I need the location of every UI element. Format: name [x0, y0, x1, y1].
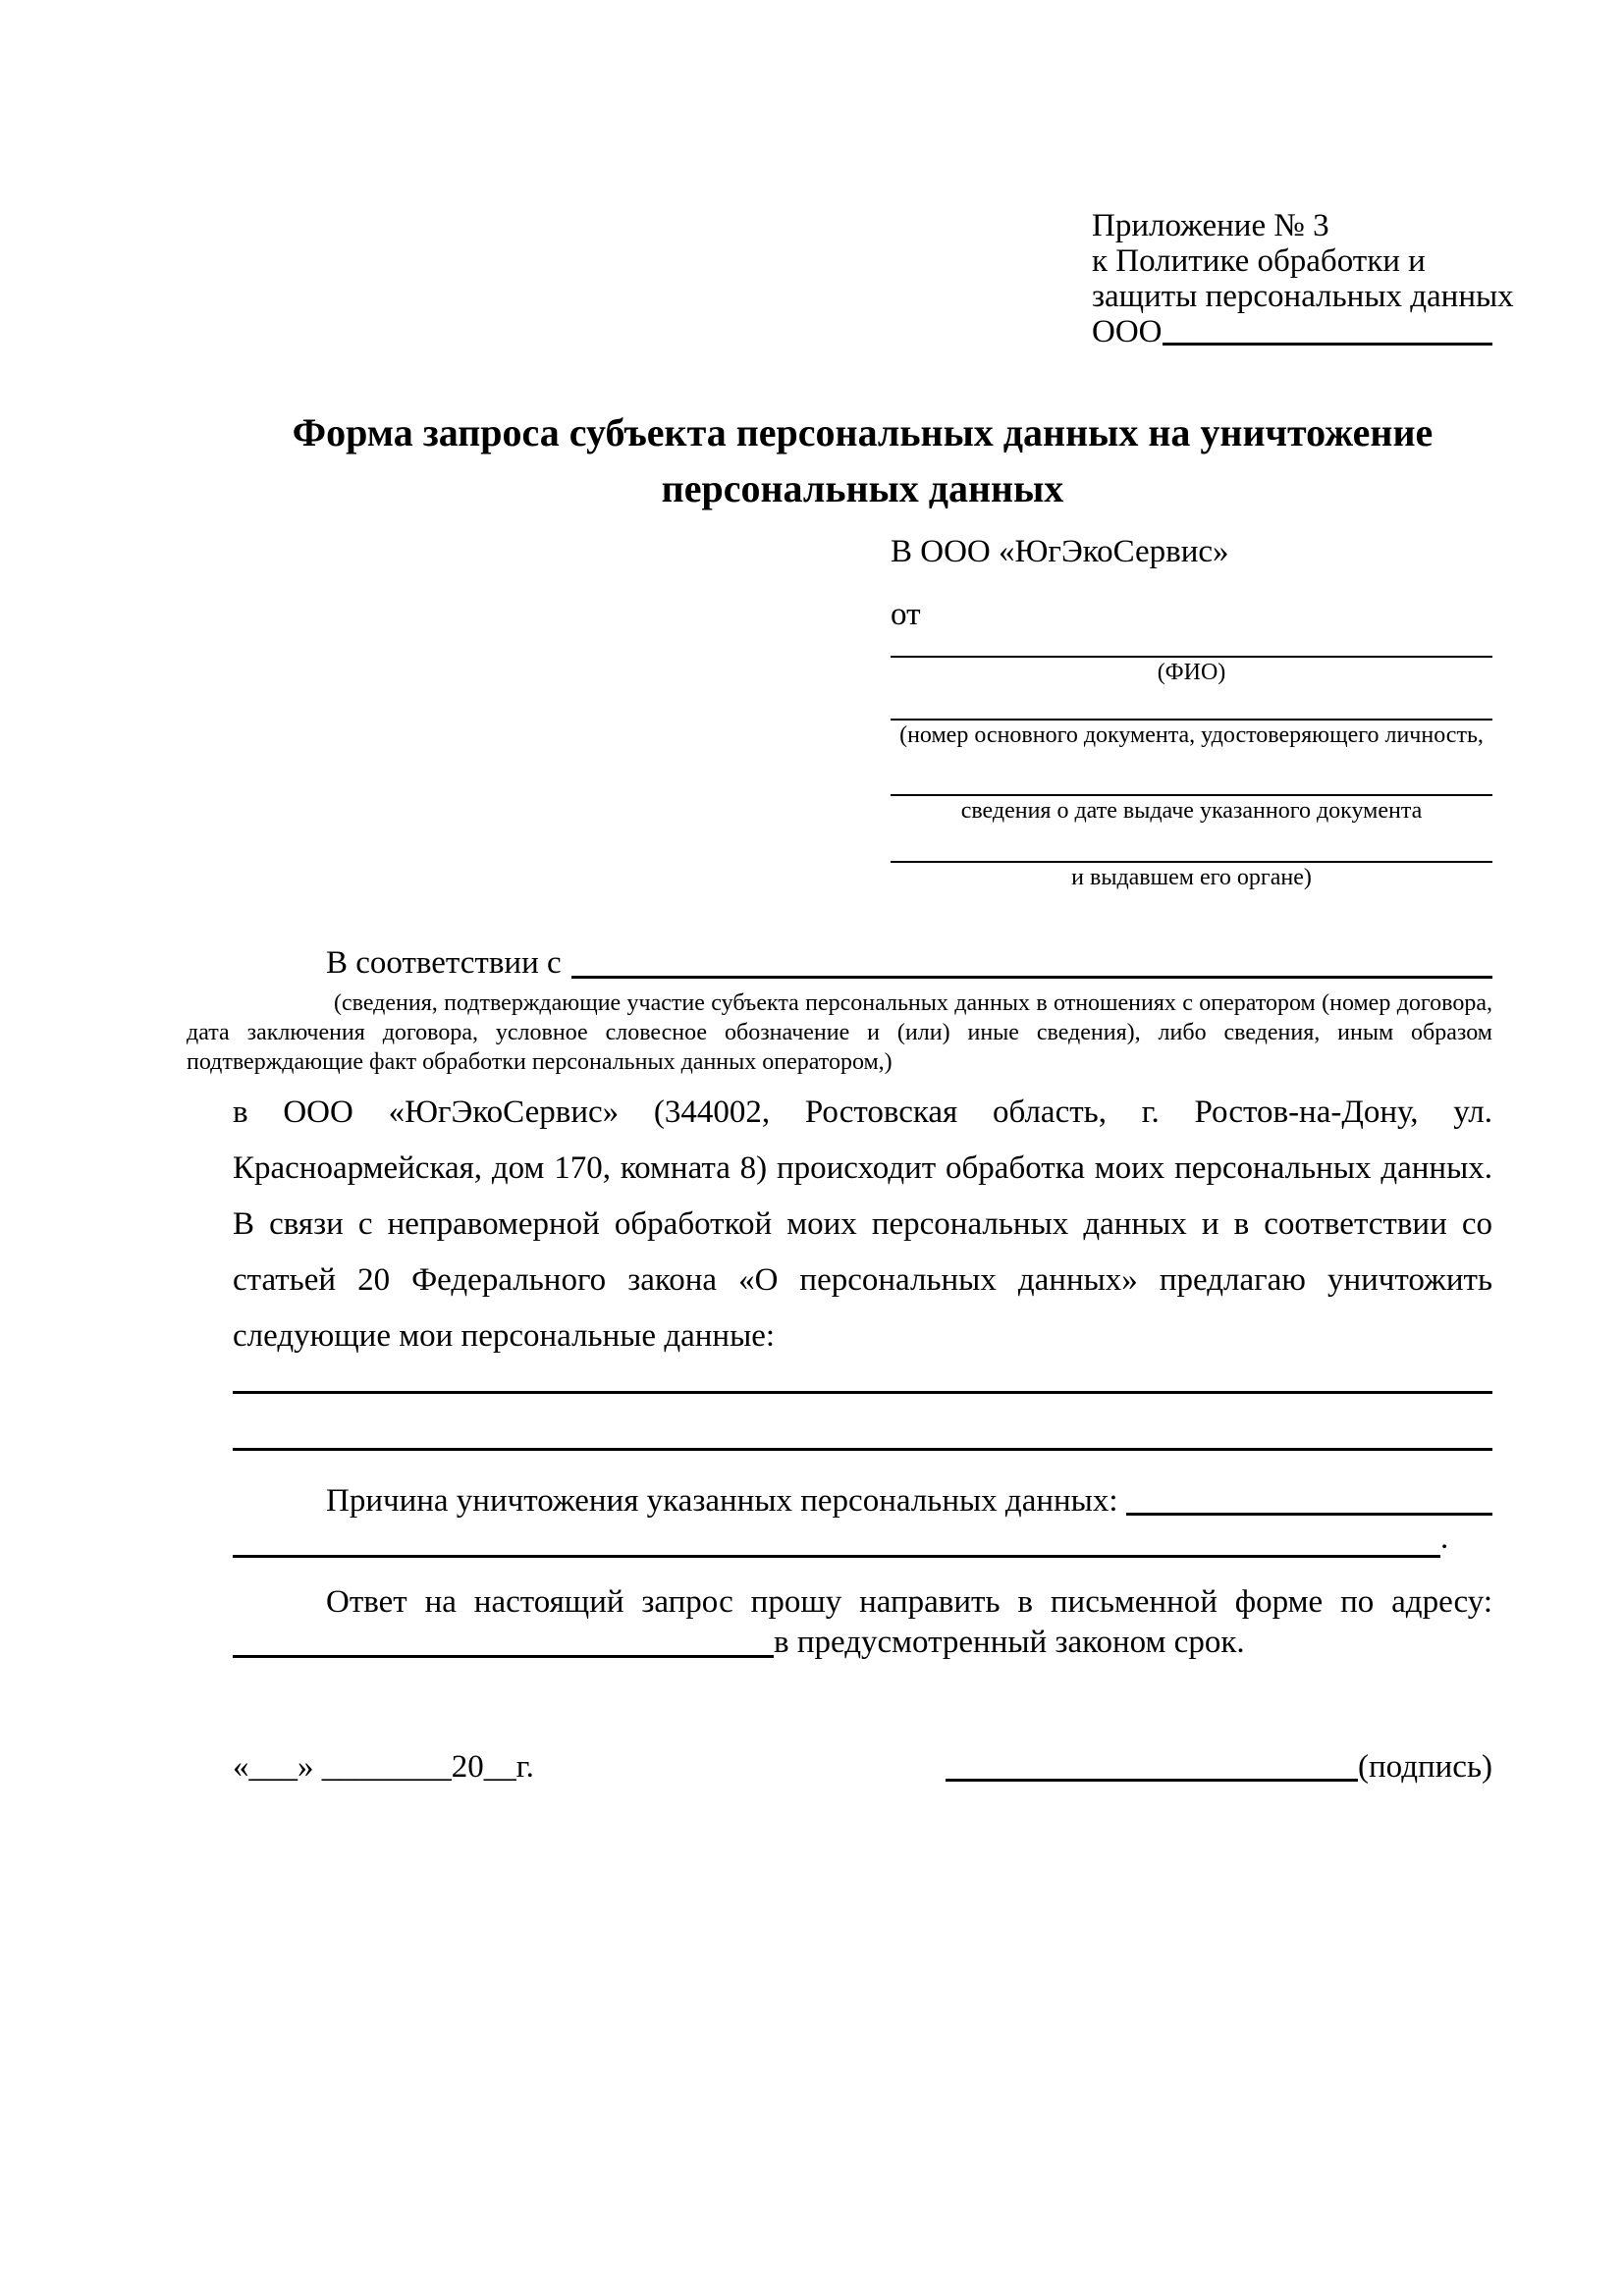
doc-number-caption: (номер основного документа, удостоверяющего личность,: [899, 722, 1484, 748]
data-blank-line-1: [233, 1364, 1492, 1394]
accordance-lead: В соответствии с: [326, 945, 562, 981]
date-line: «___» ________20__г.: [233, 1749, 534, 1785]
fio-blank-line: [891, 634, 1492, 658]
signature-row: [233, 1747, 1492, 1787]
reason-indent: [233, 1481, 326, 1521]
reason-label: Причина уничтожения указанных персональных данных:: [326, 1483, 1118, 1519]
reason-continuation-blank-line: [233, 1520, 1440, 1558]
body-paragraph: в ООО «ЮгЭкоСервис» (344002, Ростовская область, г. Ростов-на-Дону, ул. Красноармейская, дом 170, комната 8) происходит обработка моих персональных данных. В связи с неправомерной обработкой моих персональных данных и в соответствии со статьей 20 Федерального закона «О персональных данных» предлагаю уничтожить следующие мои персональные данные:: [233, 1095, 1492, 1354]
annex-org-line: [1092, 314, 1492, 349]
reason-blank-line: [1126, 1481, 1492, 1516]
signature-blank-line: [946, 1747, 1358, 1782]
annex-line-1: Приложение № 3: [1092, 208, 1329, 243]
addressee-to: В ООО «ЮгЭкоСервис»: [891, 534, 1229, 569]
response-address-line: [233, 1622, 1492, 1662]
reason-line: [233, 1451, 1492, 1521]
response-lead-line: Ответ на настоящий запрос прошу направить в письменной форме по адресу:: [326, 1584, 1492, 1620]
issuer-blank-line: [891, 826, 1492, 863]
accordance-line: [233, 943, 1492, 983]
response-tail: в предусмотренный законом срок.: [774, 1625, 1245, 1660]
annex-line-2: к Политике обработки и: [1092, 243, 1426, 279]
issue-date-caption: сведения о дате выдаче указанного документа: [960, 798, 1423, 824]
signature-caption: (подпись): [1358, 1749, 1492, 1785]
data-blank-line-2: [233, 1394, 1492, 1451]
issue-date-blank-line: [891, 750, 1492, 796]
form-title: Форма запроса субъекта персональных данных на уничтожение персональных данных: [292, 410, 1434, 510]
annex-org-prefix: ООО: [1092, 314, 1163, 349]
annex-note: [1092, 208, 1514, 349]
accordance-blank-line: [571, 943, 1492, 979]
footnote-text: (сведения, подтверждающие участие субъекта персональных данных в отношениях с оператором (номер договора, дата заключения договора, условное словесное обозначение и (или) иные сведения), либо сведения, иным образом подтверждающие факт обработки персональных данных оператором,): [187, 990, 1492, 1075]
addressee-block: [891, 532, 1492, 892]
reason-terminator: .: [1440, 1521, 1449, 1556]
response-address-blank-line: [233, 1622, 774, 1658]
annex-org-blank-line: [1163, 314, 1493, 346]
issuer-caption: и выдавшем его органе): [1071, 865, 1312, 890]
addressee-from-label: от: [891, 597, 921, 632]
doc-number-blank-line: [891, 687, 1492, 721]
signature-area: [946, 1747, 1492, 1787]
annex-line-3: защиты персональных данных: [1092, 279, 1514, 314]
fio-caption: (ФИО): [1157, 660, 1226, 685]
reason-continuation-line: [233, 1521, 1492, 1558]
